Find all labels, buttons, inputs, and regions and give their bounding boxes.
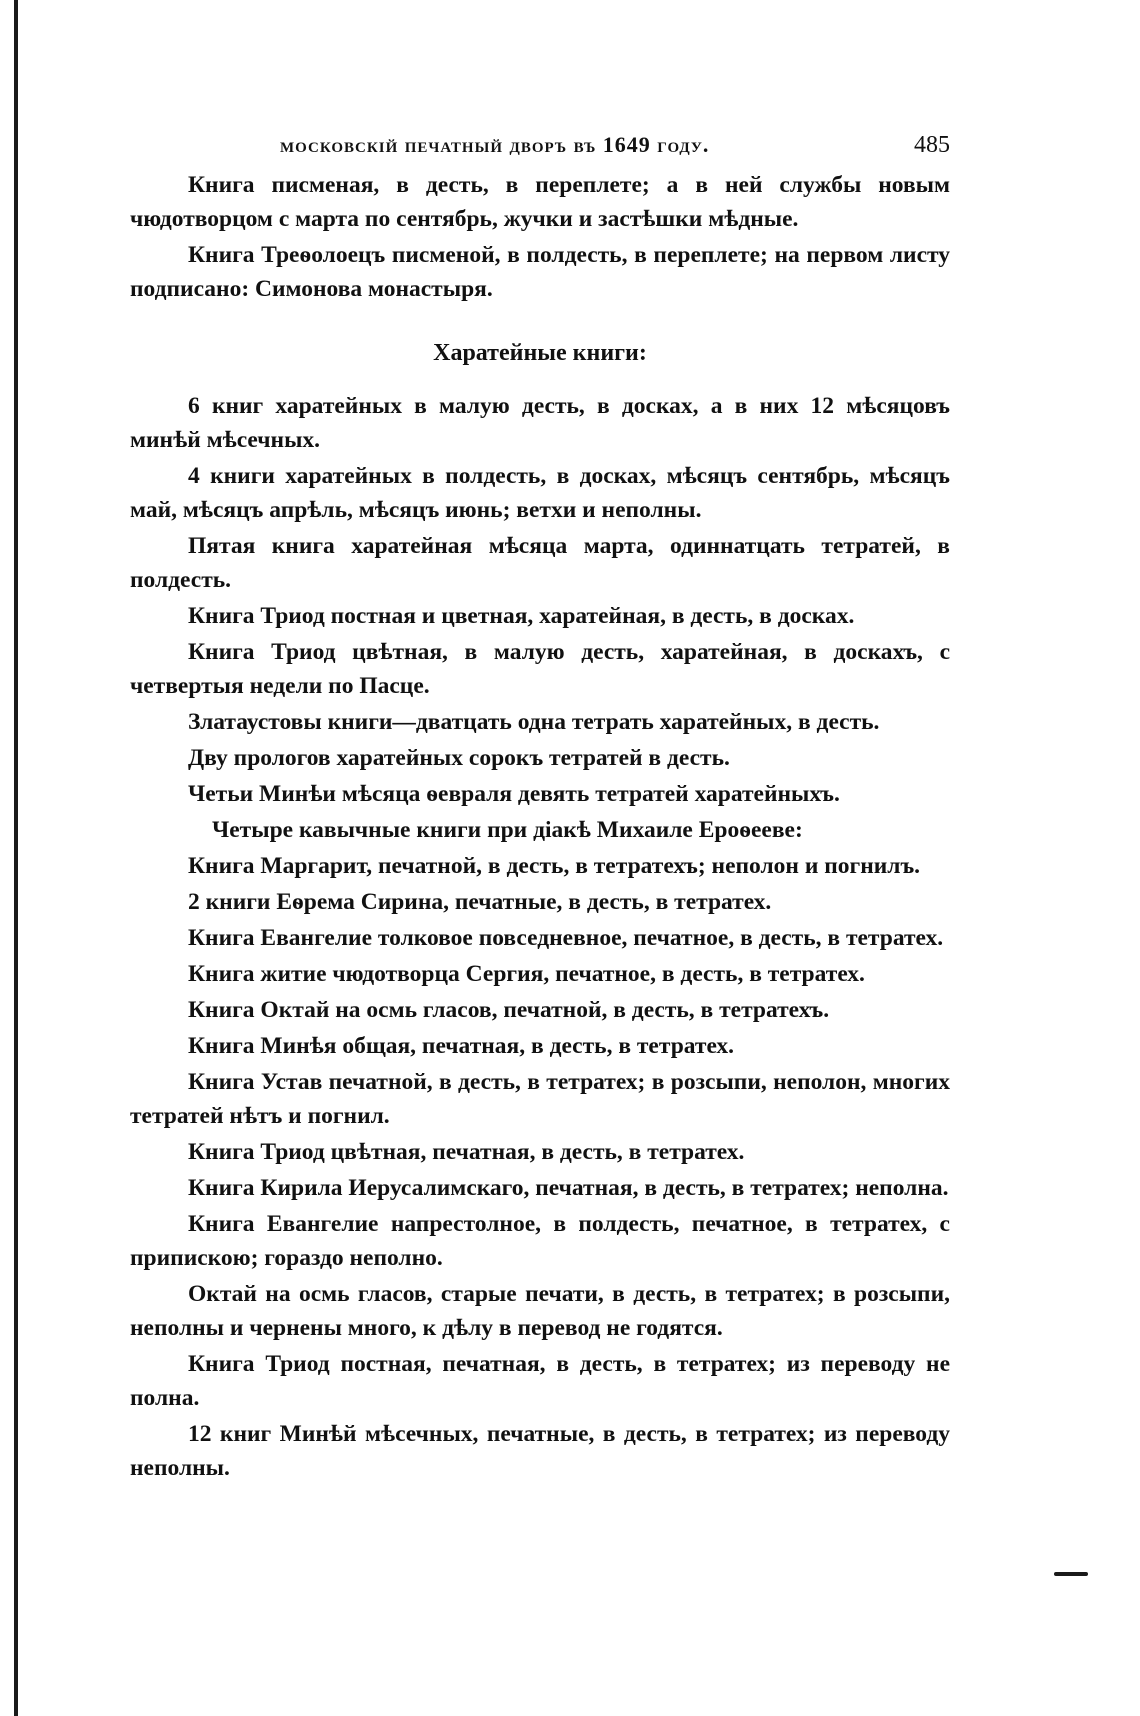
paragraph: Книга Триод цвѣтная, печатная, в десть, в тетратех. <box>188 1139 745 1165</box>
paragraph: 2 книги Еѳрема Сирина, печатные, в десть, в тетратех. <box>188 889 772 915</box>
paragraph: Дву прологов харатейных сорокъ тетратей в десть. <box>188 745 730 771</box>
paragraph: 4 книги харатейных в полдесть, в досках, мѣсяцъ сентябрь, мѣсяцъ май, мѣсяцъ апрѣль, мѣсяцъ июнь; ветхи и неполны. <box>130 463 950 523</box>
paragraph: Книга Кирила Иерусалимскаго, печатная, в десть, в тетратех; неполна. <box>188 1175 949 1201</box>
paragraph: Книга Триод постная, печатная, в десть, в тетратех; из переводу не полна. <box>130 1351 950 1411</box>
paragraph: Книга Треѳолоецъ писменой, в полдесть, в переплете; на первом листу подписано: Симонова монастыря. <box>130 242 950 302</box>
document-page <box>130 128 950 1487</box>
paragraph: Книга Маргарит, печатной, в десть, в тетратехъ; неполон и погнилъ. <box>188 853 921 879</box>
paragraph: Книга Октай на осмь гласов, печатной, в десть, в тетратехъ. <box>188 997 830 1023</box>
paragraph: 6 книг харатейных в малую десть, в досках, а в них 12 мѣсяцовъ минѣй мѣсечных. <box>130 393 950 453</box>
paragraph: Четьи Минѣи мѣсяца ѳевраля девять тетратей харатейныхъ. <box>188 781 840 807</box>
paragraph: Книга Триод цвѣтная, в малую десть, харатейная, в доскахъ, с четвертыя недели по Пасце. <box>130 639 950 699</box>
paragraph: Книга Минѣя общая, печатная, в десть, в тетратех. <box>188 1033 735 1059</box>
paragraph: Златаустовы книги—дватцать одна тетрать харатейных, в десть. <box>188 709 880 735</box>
running-title: московскій печатный дворъ въ 1649 году. <box>280 132 710 157</box>
paragraph: Книга житие чюдотворца Сергия, печатное, в десть, в тетратех. <box>188 961 865 987</box>
page-mark <box>1054 1572 1088 1576</box>
page-edge-rule <box>14 0 18 1716</box>
paragraph: Книга писменая, в десть, в переплете; а в ней службы новым чюдотворцом с марта по сентябрь, жучки и застѣшки мѣдные. <box>130 172 950 232</box>
paragraph: Пятая книга харатейная мѣсяца марта, одиннатцать тетратей, в полдесть. <box>130 533 950 593</box>
paragraph: Книга Евангелие напрестолное, в полдесть, печатное, в тетратех, с припискою; гораздо неполно. <box>130 1211 950 1271</box>
paragraph: Книга Триод постная и цветная, харатейная, в десть, в досках. <box>188 603 855 629</box>
quotation-heading: Четыре кавычные книги при діакѣ Михаиле Ероѳееве: <box>212 817 803 843</box>
paragraph: Октай на осмь гласов, старые печати, в десть, в тетратех; в розсыпи, неполны и чернены много, к дѣлу в перевод не годятся. <box>130 1281 950 1341</box>
paragraph: Книга Устав печатной, в десть, в тетратех; в розсыпи, неполон, многих тетратей нѣтъ и погнил. <box>130 1069 950 1129</box>
page-header <box>130 128 950 168</box>
section-heading: Харатейные книги: <box>433 340 647 366</box>
paragraph: Книга Евангелие толковое повседневное, печатное, в десть, в тетратех. <box>188 925 944 951</box>
paragraph: 12 книг Минѣй мѣсечных, печатные, в десть, в тетратех; из переводу неполны. <box>130 1421 950 1481</box>
page-number: 485 <box>914 132 950 158</box>
